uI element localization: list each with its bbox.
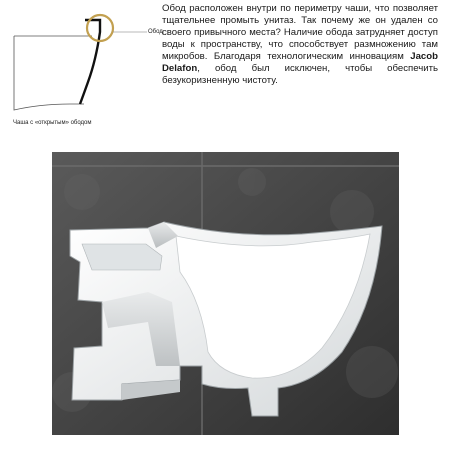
bowl-outline	[14, 36, 84, 110]
water-channel	[82, 244, 162, 270]
description-paragraph	[162, 3, 438, 87]
rim-label: Обод	[148, 29, 163, 35]
diagram-caption: Чаша с «открытым» ободом	[13, 120, 92, 126]
toilet-cutaway-photo	[52, 152, 399, 435]
rim-wall	[80, 20, 100, 104]
description-text-after: , обод был исключен, чтобы обеспечить безукоризненную чистоту.	[162, 63, 438, 86]
description-text-before: Обод расположен внутри по периметру чаши, что позволяет тщательнее промыть унитаз. Так почему же он удален со своего привычного места? Наличие обода затрудняет доступ воды к пространству, что способствует размножению там микробов. Благодаря технологическим инновациям	[162, 3, 438, 62]
rim-diagram	[0, 0, 160, 140]
brand-name: Jacob Delafon	[162, 51, 438, 74]
